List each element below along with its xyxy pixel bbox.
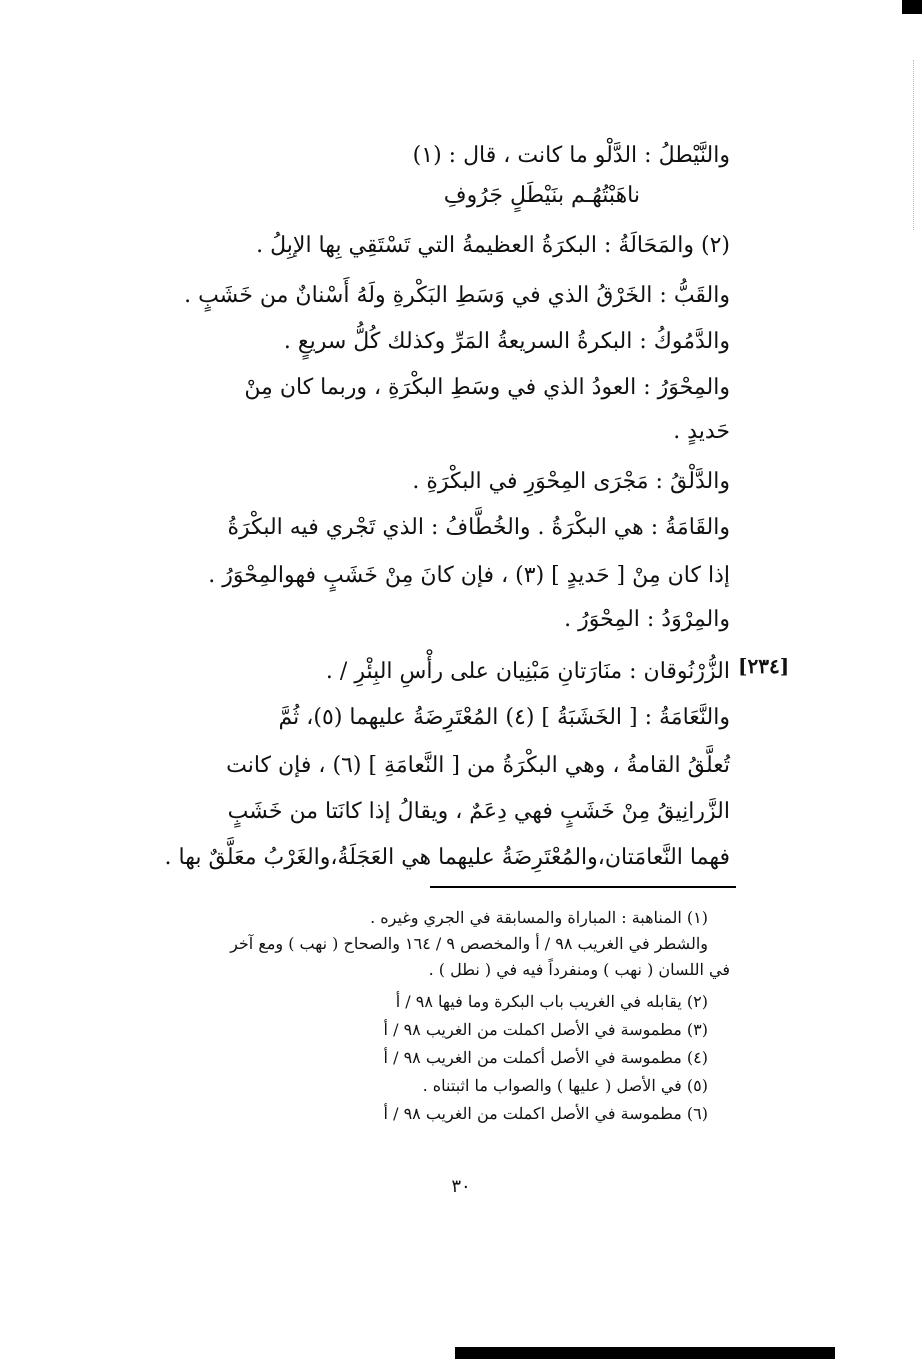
- footnote-divider: [430, 886, 736, 888]
- text-line: والقَامَةُ : هي البكْرَةُ . والخُطَّافُ : الذي تَجْري فيه البكْرَةُ: [227, 515, 730, 540]
- footnote-line: (٤) مطموسة في الأصل أكملت من الغريب ٩٨ / أ: [383, 1048, 708, 1067]
- scan-bottom-edge: [455, 1347, 835, 1359]
- text-line: إذا كان مِنْ [ حَديدٍ ] (٣) ، فإن كانَ مِنْ خَشَبٍ فهوالمِحْوَرُ .: [208, 563, 730, 588]
- text-line: والمِرْوَدُ : المِحْوَرُ .: [564, 607, 730, 632]
- scan-edge-marks: [911, 60, 914, 230]
- verse-line: ناهَبْتُهُـم بنَيْطَلٍ جَرُوفِ: [443, 183, 640, 208]
- page-number: ٣٠: [451, 1176, 471, 1197]
- text-line: الزَّرانِيقُ مِنْ خَشَبٍ فهي دِعَمٌ ، ويقالُ إذا كانَتا من خَشَبٍ: [227, 799, 730, 824]
- text-line: والقَبُّ : الخَرْقُ الذي في وَسَطِ البَكْرةِ ولَهُ أَسْنانٌ من خَشَبٍ .: [184, 283, 730, 308]
- text-line: والنَّيْطلُ : الدَّلْو ما كانت ، قال : (١): [412, 143, 730, 168]
- footnote-line: (١) المناهبة : المباراة والمسابقة في الجري وغيره .: [370, 908, 708, 927]
- footnote-line: (٣) مطموسة في الأصل اكملت من الغريب ٩٨ / أ: [383, 1020, 708, 1039]
- footnote-line: في اللسان ( نهب ) ومنفرداً فيه في ( نطل ) .: [428, 960, 730, 979]
- scan-corner-mark: [902, 0, 922, 14]
- source-page-reference: [٢٣٤]: [738, 654, 790, 678]
- text-line: تُعلَّقُ القامةُ ، وهي البكْرَةُ من [ النَّعامَةِ ] (٦) ، فإن كانت: [226, 753, 730, 778]
- footnote-line: (٦) مطموسة في الأصل اكملت من الغريب ٩٨ / أ: [383, 1104, 708, 1123]
- footnote-line: (٢) يقابله في الغريب باب البكرة وما فيها ٩٨ / أ: [395, 992, 708, 1011]
- text-line: والمِحْوَرُ : العودُ الذي في وسَطِ البكْرَةِ ، وربما كان مِنْ: [244, 375, 730, 400]
- text-line: فهما النَّعامَتان،والمُعْتَرِضَةُ عليهما هي العَجَلَةُ،والغَرْبُ معَلَّقٌ بها .: [164, 845, 730, 870]
- text-line: والدَّمُوكُ : البكرةُ السريعةُ المَرِّ وكذلك كُلُّ سريعٍ .: [283, 329, 730, 354]
- text-line: حَديدٍ .: [673, 419, 730, 444]
- footnote-line: والشطر في الغريب ٩٨ / أ والمخصص ٩ / ١٦٤ والصحاح ( نهب ) ومع آخر: [230, 934, 708, 953]
- text-line: والنَّعَامَةُ : [ الخَشَبَةُ ] (٤) المُعْتَرِضَةُ عليهما (٥)، ثُمَّ: [278, 705, 730, 730]
- text-line: (٢) والمَحَالَةُ : البكرَةُ العظيمةُ التي تَسْتَقِي بِها الإبِلُ .: [256, 233, 730, 258]
- text-line: الزُّرْنُوقان : منَارَتانِ مَبْنِيان على رأْسِ البِئْرِ / .: [325, 659, 730, 684]
- footnote-line: (٥) في الأصل ( عليها ) والصواب ما اثبتناه .: [422, 1076, 708, 1095]
- text-line: والدَّلْقُ : مَجْرَى المِحْوَرِ في البكْرَةِ .: [412, 469, 730, 494]
